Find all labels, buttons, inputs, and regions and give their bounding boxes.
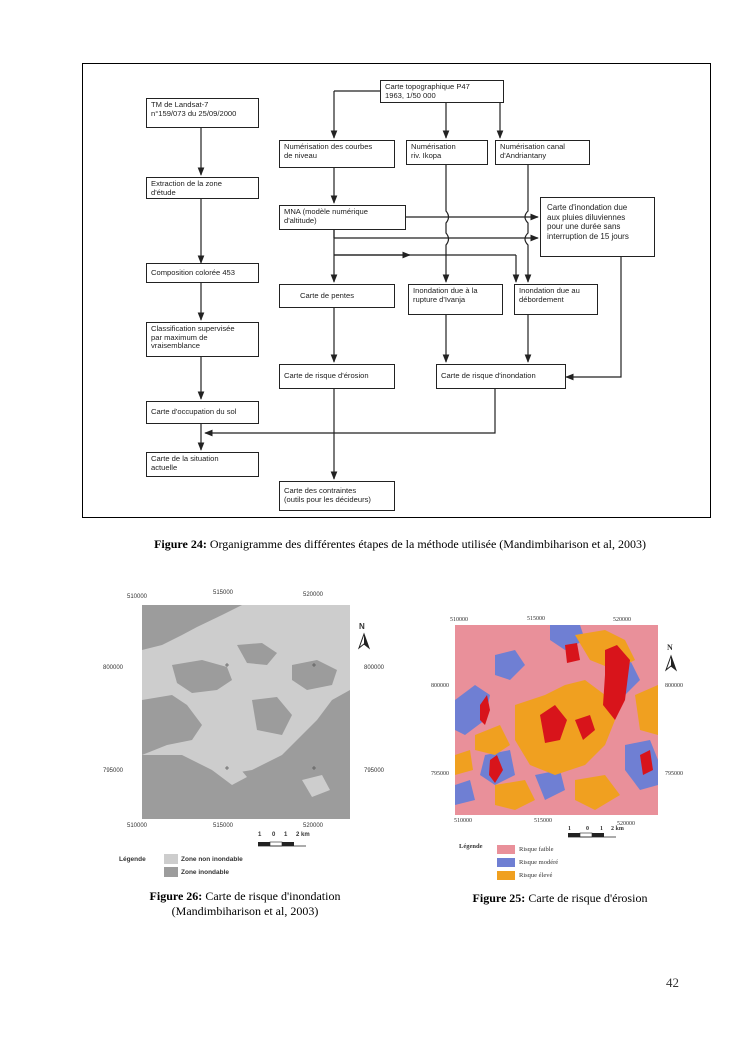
- map26-legend-label: Zone inondable: [181, 869, 230, 876]
- map25-top-tick: 515000: [527, 616, 545, 622]
- map26-bottom-tick: 515000: [213, 823, 234, 829]
- map25-legend-swatch-modere: [497, 858, 515, 867]
- classification-box: Classification supervisée par maximum de vraisemblance: [146, 322, 259, 357]
- map26-right-tick: 800000: [364, 665, 385, 671]
- figure-25-label: Figure 25:: [472, 891, 526, 905]
- map25-left-tick: 800000: [431, 683, 449, 689]
- mna-box: MNA (modèle numérique d'altitude): [279, 205, 406, 230]
- map25-legend-label: Risque élevé: [519, 872, 553, 879]
- map26-right-tick: 795000: [364, 768, 385, 774]
- figure-25-caption: [430, 891, 690, 906]
- map26-scale-bar: [258, 840, 308, 848]
- map25-scale-bar: [568, 831, 618, 839]
- occupation-box: Carte d'occupation du sol: [146, 401, 259, 424]
- figure-26-caption: [100, 889, 390, 919]
- map25-legend-swatch-faible: [497, 845, 515, 854]
- map25-right-tick: 795000: [665, 771, 683, 777]
- figure-26-label: Figure 26:: [149, 889, 203, 903]
- num-canal-box: Numérisation canal d'Andriantany: [495, 140, 590, 165]
- map25-erosion-map: [455, 625, 658, 815]
- contraintes-box: Carte des contraintes (outils pour les décideurs): [279, 481, 395, 511]
- extraction-box: Extraction de la zone d'étude: [146, 177, 259, 199]
- map26-top-tick: 520000: [303, 592, 324, 598]
- map25-top-tick: 520000: [613, 617, 631, 623]
- map26-legend-label: Zone non inondable: [181, 856, 243, 863]
- debordement-box: Inondation due au débordement: [514, 284, 598, 315]
- map25-legend-title: Légende: [459, 843, 483, 850]
- map26-left-tick: 800000: [103, 665, 124, 671]
- map26-scale-label: 0: [272, 832, 276, 838]
- map25-scale-label: 0: [586, 826, 589, 832]
- map26-flood-map: [142, 605, 350, 819]
- map26-legend-swatch-inondable: [164, 867, 178, 877]
- map26-scale-label: 1: [258, 832, 262, 838]
- page-number: 42: [666, 975, 679, 990]
- figure-24-text: Organigramme des différentes étapes de la méthode utilisée (Mandimbiharison et al, 2003): [206, 537, 646, 551]
- map25-scale-label: 1: [568, 826, 571, 832]
- num-courbes-box: Numérisation des courbes de niveau: [279, 140, 395, 168]
- map25-legend-label: Risque modéré: [519, 859, 559, 866]
- landsat-box: TM de Landsat-7 n°159/073 du 25/09/2000: [146, 98, 259, 128]
- map25-bottom-tick: 520000: [617, 821, 635, 827]
- map26-top-tick: 515000: [213, 590, 234, 596]
- map25-left-tick: 795000: [431, 771, 449, 777]
- map25-right-tick: 800000: [665, 683, 683, 689]
- map26-legend-swatch-non-inondable: [164, 854, 178, 864]
- carte-pluies-box: Carte d'inondation due aux pluies diluviennes pour une durée sans interruption de 15 jours: [540, 197, 655, 257]
- map25-bottom-tick: 510000: [454, 818, 472, 824]
- map26-legend-title: Légende: [119, 856, 146, 863]
- figure-25-text: Carte de risque d'érosion: [525, 891, 648, 905]
- risque-erosion-box: Carte de risque d'érosion: [279, 364, 395, 389]
- map26-scale-label: 1: [284, 832, 288, 838]
- risque-inondation-box: Carte de risque d'inondation: [436, 364, 566, 389]
- rupture-box: Inondation due à la rupture d'Ivanja: [408, 284, 503, 315]
- map25-north-label: N: [667, 643, 673, 652]
- situation-box: Carte de la situation actuelle: [146, 452, 259, 477]
- num-riv-box: Numérisation riv. Ikopa: [406, 140, 488, 165]
- map26-top-tick: 510000: [127, 594, 148, 600]
- figure-24-label: Figure 24:: [154, 537, 207, 551]
- figure-26-source: (Mandimbiharison et al, 2003): [171, 904, 319, 918]
- map26-left-tick: 795000: [103, 768, 124, 774]
- composition-box: Composition colorée 453: [146, 263, 259, 283]
- map26-bottom-tick: 520000: [303, 823, 324, 829]
- map25-bottom-tick: 515000: [534, 818, 552, 824]
- figure-24-caption: [60, 537, 740, 552]
- map25-legend-label: Risque faible: [519, 846, 554, 853]
- map25-top-tick: 510000: [450, 617, 468, 623]
- map25-scale-label: 2 km: [611, 826, 624, 832]
- topo-box: Carte topographique P47 1963, 1/50 000: [380, 80, 504, 103]
- map26-north-label: N: [359, 622, 365, 631]
- figure-26-text: Carte de risque d'inondation: [202, 889, 341, 903]
- map25-scale-label: 1: [600, 826, 603, 832]
- map25-legend-swatch-eleve: [497, 871, 515, 880]
- pentes-box: Carte de pentes: [279, 284, 395, 308]
- map26-bottom-tick: 510000: [127, 823, 148, 829]
- map26-scale-label: 2 km: [296, 832, 310, 838]
